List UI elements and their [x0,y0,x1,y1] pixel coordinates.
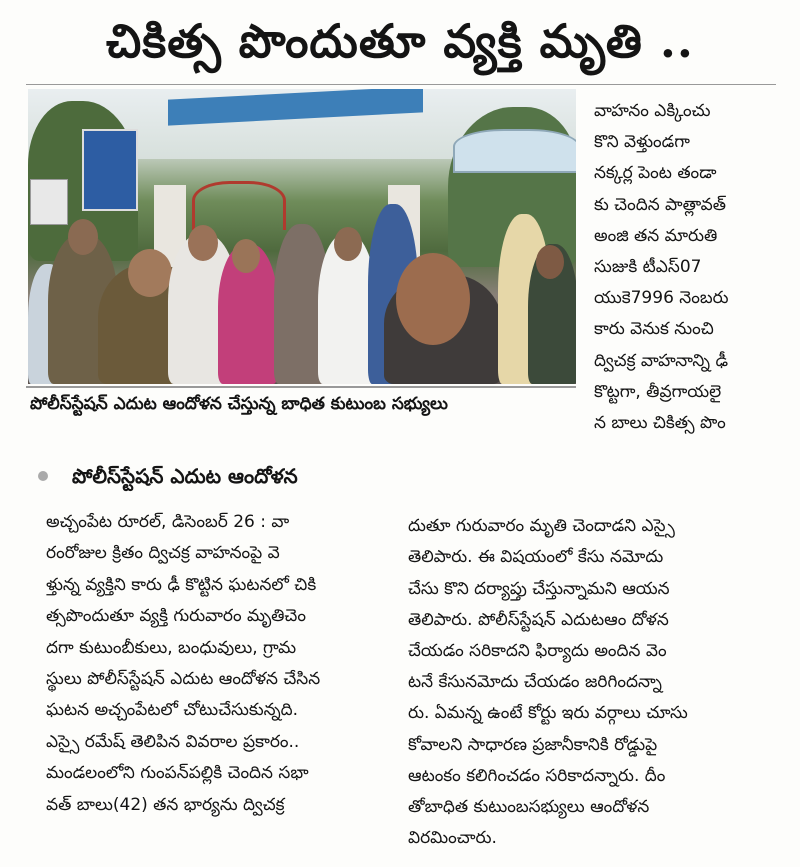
article-column-right [594,96,778,439]
text-line: విరమించారు. [408,828,497,849]
text-line [408,480,780,511]
text-line: ఘటన అచ్చంపేటలో చోటుచేసుకున్నది. [46,700,299,721]
headline-divider [26,84,776,85]
text-line: దగా కుటుంబీకులు, బంధువులు, గ్రామ [46,637,297,658]
text-line: కారు వెనుక నుంచి [594,319,714,340]
subheading-text: పోలీస్‌స్టేషన్ ఎదుట ఆందోళన [72,464,298,488]
text-line: రంరోజుల క్రితం ద్విచక్ర వాహనంపై వె [46,543,280,564]
text-line: చేయడం సరికాదని ఫిర్యాదు అందిన వెం [408,641,667,662]
text-line: ళ్తున్న వ్యక్తిని కారు ఢీ కొట్టిన ఘటనలో చికి [46,574,317,595]
text-line: మండలంలోని గుంపన్‌పల్లికి చెందిన సభా [46,763,309,784]
article-column-middle [408,480,780,854]
text-line: రు. ఏమన్న ఉంటే కోర్టు ఇరు వర్గాలు చూసు [408,703,688,724]
text-line: అంజి తన మారుతి [594,225,718,246]
text-line: టనే కేసునమోదు చేయడం జరిగిందన్నా [408,672,662,693]
photo-caption: పోలీస్‌స్టేషన్ ఎదుట ఆందోళన చేస్తున్న బాధిత కుటుంబ సభ్యులు [30,394,448,414]
text-line: వత్ బాలు(42) తన భార్యను ద్విచక్ర [46,794,285,815]
text-line: చేసు కొని దర్యాప్తు చేస్తున్నామని ఆయన [408,578,670,599]
text-line: దుతూ గురువారం మృతి చెందాడని ఎస్సై [408,516,675,537]
text-line: తెలిపారు. పోలీస్‌స్టేషన్ ఎదుటఆం దోళన [408,609,669,630]
article-headline: చికిత్స పొందుతూ వ్యక్తి మృతి .. [106,14,694,68]
text-line: నక్కర్ల పెంట తండా [594,163,717,184]
text-line: సుజుకి టీఎస్07 [594,257,702,278]
text-line: ఎస్సై రమేష్ తెలిపిన వివరాల ప్రకారం.. [46,731,300,752]
text-line: కొట్టగా, తీవ్రగాయలై [594,381,722,402]
text-line: తెలిపారు. ఈ విషయంలో కేసు నమోదు [408,547,664,568]
news-photo [28,89,576,384]
text-line: కు చెందిన పాత్లావత్ [594,194,726,215]
text-line: న బాలు చికిత్స పొం [594,413,726,434]
text-line: త్సపొందుతూ వ్యక్తి గురువారం మృతిచెం [46,606,306,627]
text-line: యుకె7996 నెంబరు [594,288,729,309]
bullet-icon [38,471,48,481]
text-line: కొని వెళ్తుండగా [594,132,690,153]
text-line: స్థులు పోలీస్‌స్టేషన్ ఎదుట ఆందోళన చేసిన [46,669,321,690]
text-line: అచ్చంపేట రూరల్, డిసెంబర్ 26 : వా [46,512,290,532]
text-line: కోవాలని సాధారణ ప్రజానీకానికి రోడ్డుపై [408,734,658,755]
article-subheading [38,458,298,494]
text-line: ఆటంకం కలిగించడం సరికాదన్నారు. దీం [408,765,666,786]
text-line: ద్విచక్ర వాహనాన్ని ఢీ [594,350,729,371]
article-column-left [46,507,396,821]
text-line: తోబాధిత కుటుంబసభ్యులు ఆందోళన [408,797,650,818]
text-line: వాహనం ఎక్కించు [594,101,711,121]
